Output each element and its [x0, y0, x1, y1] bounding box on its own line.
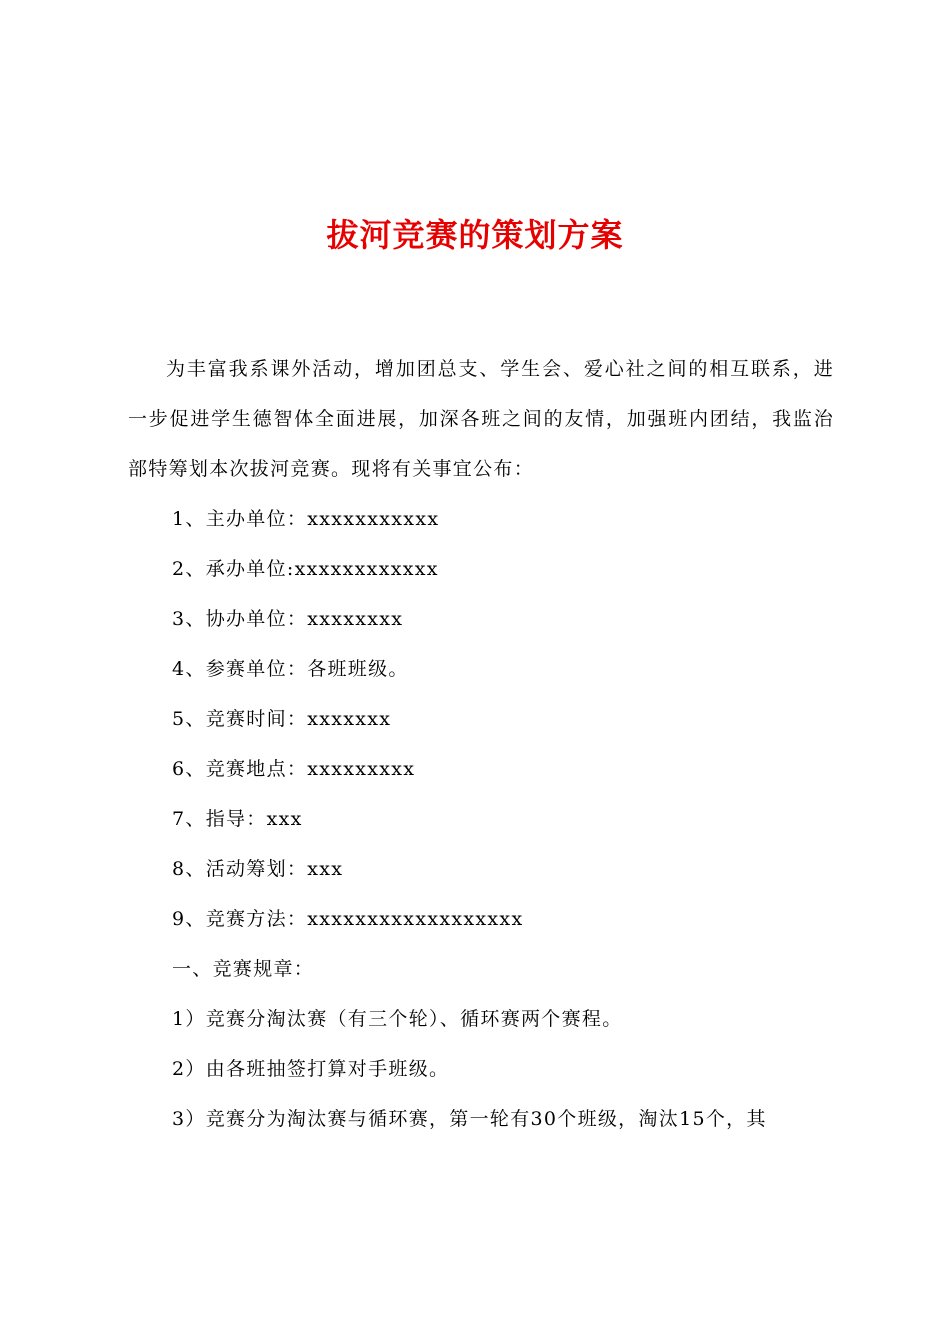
list-item-advisor: 7、指导：xxx	[172, 808, 303, 830]
list-item-organizer: 1、主办单位：xxxxxxxxxxx	[172, 508, 440, 530]
list-item-location: 6、竞赛地点：xxxxxxxxx	[172, 758, 416, 780]
intro-paragraph: 为丰富我系课外活动，增加团总支、学生会、爱心社之间的相互联系，进一步促进学生德智体全面进展，加深各班之间的友情，加强班内团结，我监治部特筹划本次拔河竞赛。现将有关事宜公布：	[128, 358, 834, 480]
rule-item-1: 1）竞赛分淘汰赛（有三个轮）、循环赛两个赛程。	[172, 1008, 623, 1030]
list-item-co-organizer: 3、协办单位：xxxxxxxx	[172, 608, 404, 630]
list-item-participants: 4、参赛单位：各班班级。	[172, 658, 409, 680]
document-body	[128, 344, 834, 1144]
section-heading-rules: 一、竞赛规章：	[172, 958, 315, 980]
rule-item-2: 2）由各班抽签打算对手班级。	[172, 1058, 450, 1080]
rule-item-3: 3）竞赛分为淘汰赛与循环赛，第一轮有30个班级，淘汰15个，其	[172, 1108, 767, 1130]
list-item-method: 9、竞赛方法：xxxxxxxxxxxxxxxxxx	[172, 908, 524, 930]
document-title: 拔河竞赛的策划方案	[326, 216, 624, 254]
list-item-time: 5、竞赛时间：xxxxxxx	[172, 708, 392, 730]
list-item-planner: 8、活动筹划：xxx	[172, 858, 344, 880]
list-item-host: 2、承办单位:xxxxxxxxxxxx	[172, 558, 439, 580]
